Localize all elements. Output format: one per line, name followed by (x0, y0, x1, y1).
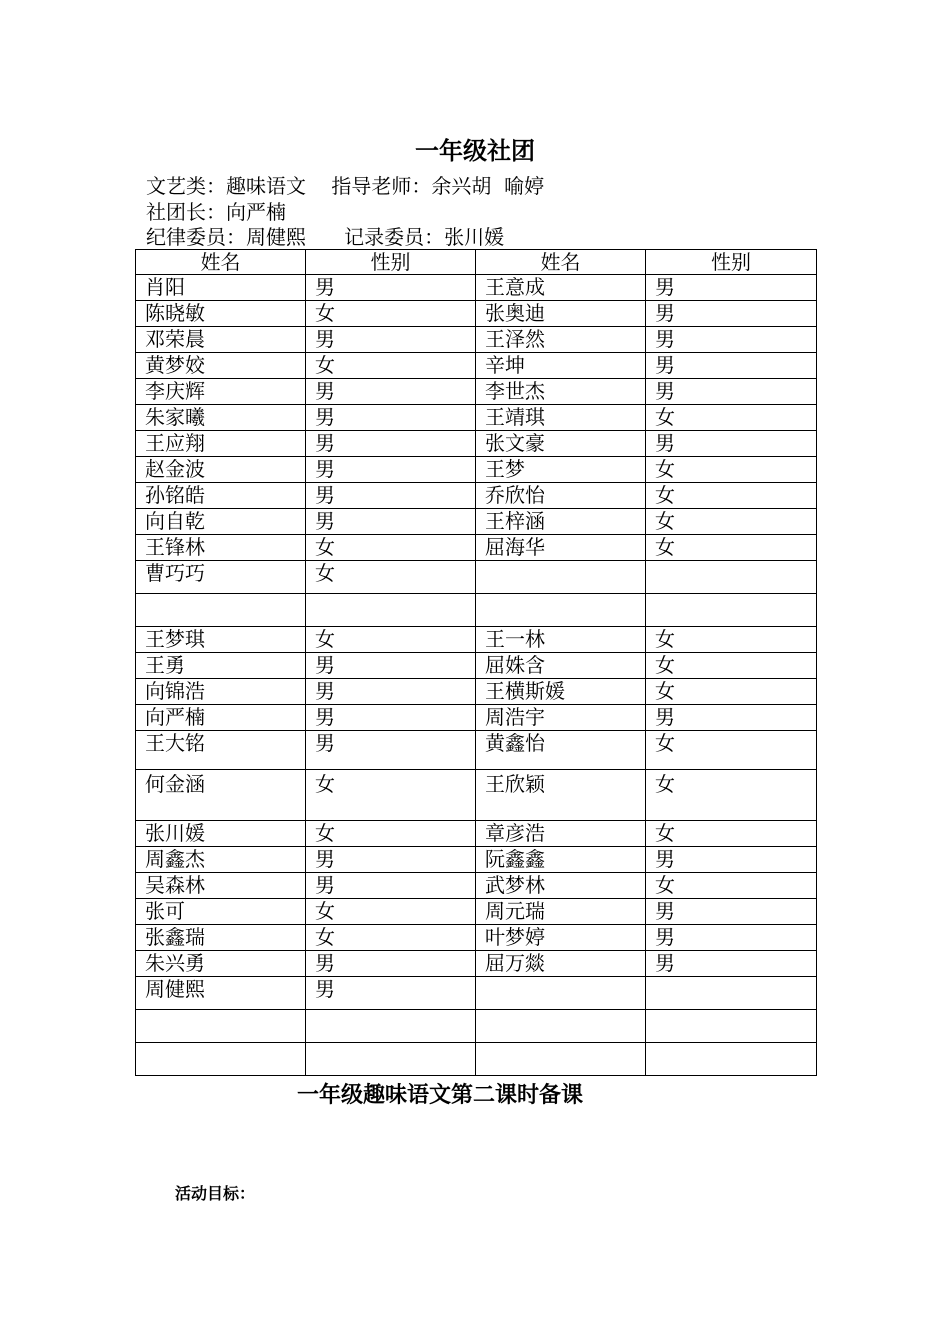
member-name-cell: 王应翔 (136, 431, 306, 457)
member-name-cell (476, 1010, 646, 1043)
member-gender-cell: 男 (306, 379, 476, 405)
member-name-cell: 张文豪 (476, 431, 646, 457)
member-name-cell: 屈海华 (476, 535, 646, 561)
member-name-cell: 吴森林 (136, 873, 306, 899)
table-row (136, 847, 817, 873)
club-leader-line: 社团长：向严楠 (146, 200, 286, 224)
table-row (136, 653, 817, 679)
member-name-cell: 王欣颖 (476, 770, 646, 821)
member-name-cell: 向自乾 (136, 509, 306, 535)
member-gender-cell: 男 (646, 431, 817, 457)
member-name-cell: 乔欣怡 (476, 483, 646, 509)
table-row (136, 457, 817, 483)
member-gender-cell: 男 (306, 275, 476, 301)
table-row (136, 561, 817, 594)
member-gender-cell: 男 (646, 705, 817, 731)
member-name-cell: 陈晓敏 (136, 301, 306, 327)
member-name-cell: 屈万燚 (476, 951, 646, 977)
table-row (136, 627, 817, 653)
table-row (136, 594, 817, 627)
member-gender-cell (646, 561, 817, 594)
member-gender-cell: 女 (306, 770, 476, 821)
member-gender-cell: 女 (646, 483, 817, 509)
column-header-name: 姓名 (476, 250, 646, 275)
member-gender-cell: 男 (646, 899, 817, 925)
committee-line: 纪律委员：周健熙 记录委员：张川媛 (146, 225, 505, 249)
activity-goal-label: 活动目标： (175, 1184, 256, 1203)
table-row (136, 705, 817, 731)
member-name-cell: 曹巧巧 (136, 561, 306, 594)
lesson-plan-title: 一年级趣味语文第二课时备课 (296, 1082, 583, 1108)
table-row (136, 535, 817, 561)
member-gender-cell: 女 (646, 679, 817, 705)
member-name-cell: 张川媛 (136, 821, 306, 847)
page-title: 一年级社团 (415, 137, 535, 165)
member-gender-cell: 女 (646, 457, 817, 483)
member-name-cell: 黄梦姣 (136, 353, 306, 379)
member-name-cell: 王一林 (476, 627, 646, 653)
member-name-cell: 王泽然 (476, 327, 646, 353)
column-header-name: 姓名 (136, 250, 306, 275)
club-info-line: 文艺类：趣味语文 指导老师：余兴胡 喻婷 (146, 174, 545, 198)
member-name-cell: 张可 (136, 899, 306, 925)
member-gender-cell (646, 977, 817, 1010)
member-gender-cell: 女 (306, 821, 476, 847)
member-gender-cell: 男 (646, 301, 817, 327)
member-name-cell: 李庆辉 (136, 379, 306, 405)
member-gender-cell: 男 (306, 731, 476, 770)
member-name-cell: 王勇 (136, 653, 306, 679)
member-name-cell: 王大铭 (136, 731, 306, 770)
member-gender-cell (646, 1010, 817, 1043)
table-row (136, 353, 817, 379)
member-name-cell: 王梦 (476, 457, 646, 483)
member-gender-cell: 男 (306, 483, 476, 509)
member-name-cell: 周健熙 (136, 977, 306, 1010)
member-name-cell: 张鑫瑞 (136, 925, 306, 951)
member-name-cell: 叶梦婷 (476, 925, 646, 951)
member-gender-cell: 男 (306, 327, 476, 353)
table-row (136, 873, 817, 899)
member-gender-cell: 女 (306, 535, 476, 561)
member-name-cell: 赵金波 (136, 457, 306, 483)
table-row (136, 509, 817, 535)
member-name-cell: 王锋林 (136, 535, 306, 561)
member-gender-cell: 男 (306, 431, 476, 457)
member-roster-table (135, 249, 817, 1076)
member-gender-cell: 女 (646, 535, 817, 561)
table-row (136, 327, 817, 353)
table-row (136, 770, 817, 821)
member-gender-cell: 女 (646, 770, 817, 821)
member-gender-cell (306, 1043, 476, 1076)
member-gender-cell: 女 (646, 509, 817, 535)
member-name-cell (136, 594, 306, 627)
member-gender-cell: 女 (646, 821, 817, 847)
member-gender-cell: 男 (306, 873, 476, 899)
column-header-gender: 性别 (646, 250, 817, 275)
member-name-cell (476, 977, 646, 1010)
table-row (136, 301, 817, 327)
table-row (136, 483, 817, 509)
table-row (136, 821, 817, 847)
member-gender-cell: 女 (306, 561, 476, 594)
member-name-cell: 向锦浩 (136, 679, 306, 705)
table-row (136, 977, 817, 1010)
member-gender-cell: 男 (646, 847, 817, 873)
member-name-cell: 屈姝含 (476, 653, 646, 679)
member-name-cell: 王梓涵 (476, 509, 646, 535)
column-header-gender: 性别 (306, 250, 476, 275)
member-gender-cell: 女 (646, 873, 817, 899)
member-gender-cell: 女 (306, 899, 476, 925)
member-name-cell: 阮鑫鑫 (476, 847, 646, 873)
member-name-cell: 王靖琪 (476, 405, 646, 431)
member-name-cell: 肖阳 (136, 275, 306, 301)
member-gender-cell: 女 (306, 925, 476, 951)
table-row (136, 925, 817, 951)
member-name-cell: 张奥迪 (476, 301, 646, 327)
member-gender-cell (306, 1010, 476, 1043)
member-gender-cell: 女 (646, 653, 817, 679)
member-gender-cell: 男 (306, 951, 476, 977)
member-name-cell: 周鑫杰 (136, 847, 306, 873)
member-gender-cell: 男 (646, 379, 817, 405)
member-gender-cell: 女 (306, 353, 476, 379)
member-gender-cell: 女 (306, 627, 476, 653)
table-row (136, 431, 817, 457)
member-gender-cell: 女 (306, 301, 476, 327)
member-name-cell (476, 561, 646, 594)
member-name-cell: 武梦林 (476, 873, 646, 899)
table-row (136, 1043, 817, 1076)
member-gender-cell: 男 (306, 509, 476, 535)
member-name-cell: 王横斯媛 (476, 679, 646, 705)
member-name-cell: 朱兴勇 (136, 951, 306, 977)
table-header-row (136, 250, 817, 275)
table-row (136, 1010, 817, 1043)
member-gender-cell: 男 (646, 353, 817, 379)
member-gender-cell: 男 (646, 327, 817, 353)
member-name-cell: 李世杰 (476, 379, 646, 405)
member-name-cell (476, 594, 646, 627)
member-gender-cell: 男 (646, 275, 817, 301)
member-gender-cell: 男 (306, 679, 476, 705)
member-name-cell: 王梦琪 (136, 627, 306, 653)
member-name-cell: 向严楠 (136, 705, 306, 731)
member-name-cell (476, 1043, 646, 1076)
member-gender-cell: 男 (646, 925, 817, 951)
member-name-cell: 孙铭皓 (136, 483, 306, 509)
member-name-cell: 周元瑞 (476, 899, 646, 925)
member-gender-cell: 女 (646, 627, 817, 653)
member-gender-cell: 男 (306, 457, 476, 483)
member-name-cell: 朱家曦 (136, 405, 306, 431)
member-gender-cell: 女 (646, 405, 817, 431)
table-row (136, 951, 817, 977)
table-body (136, 275, 817, 1076)
table-row (136, 899, 817, 925)
member-name-cell (136, 1043, 306, 1076)
table-row (136, 405, 817, 431)
member-gender-cell: 男 (646, 951, 817, 977)
member-name-cell: 辛坤 (476, 353, 646, 379)
member-gender-cell: 男 (306, 653, 476, 679)
member-gender-cell (646, 594, 817, 627)
member-gender-cell (306, 594, 476, 627)
member-name-cell: 邓荣晨 (136, 327, 306, 353)
member-gender-cell: 男 (306, 847, 476, 873)
member-name-cell: 王意成 (476, 275, 646, 301)
member-gender-cell: 男 (306, 977, 476, 1010)
table-row (136, 275, 817, 301)
member-name-cell (136, 1010, 306, 1043)
member-gender-cell: 男 (306, 705, 476, 731)
table-row (136, 379, 817, 405)
member-name-cell: 周浩宇 (476, 705, 646, 731)
table-row (136, 679, 817, 705)
member-name-cell: 黄鑫怡 (476, 731, 646, 770)
member-name-cell: 何金涵 (136, 770, 306, 821)
table-row (136, 731, 817, 770)
member-name-cell: 章彦浩 (476, 821, 646, 847)
member-gender-cell: 男 (306, 405, 476, 431)
member-gender-cell: 女 (646, 731, 817, 770)
member-gender-cell (646, 1043, 817, 1076)
